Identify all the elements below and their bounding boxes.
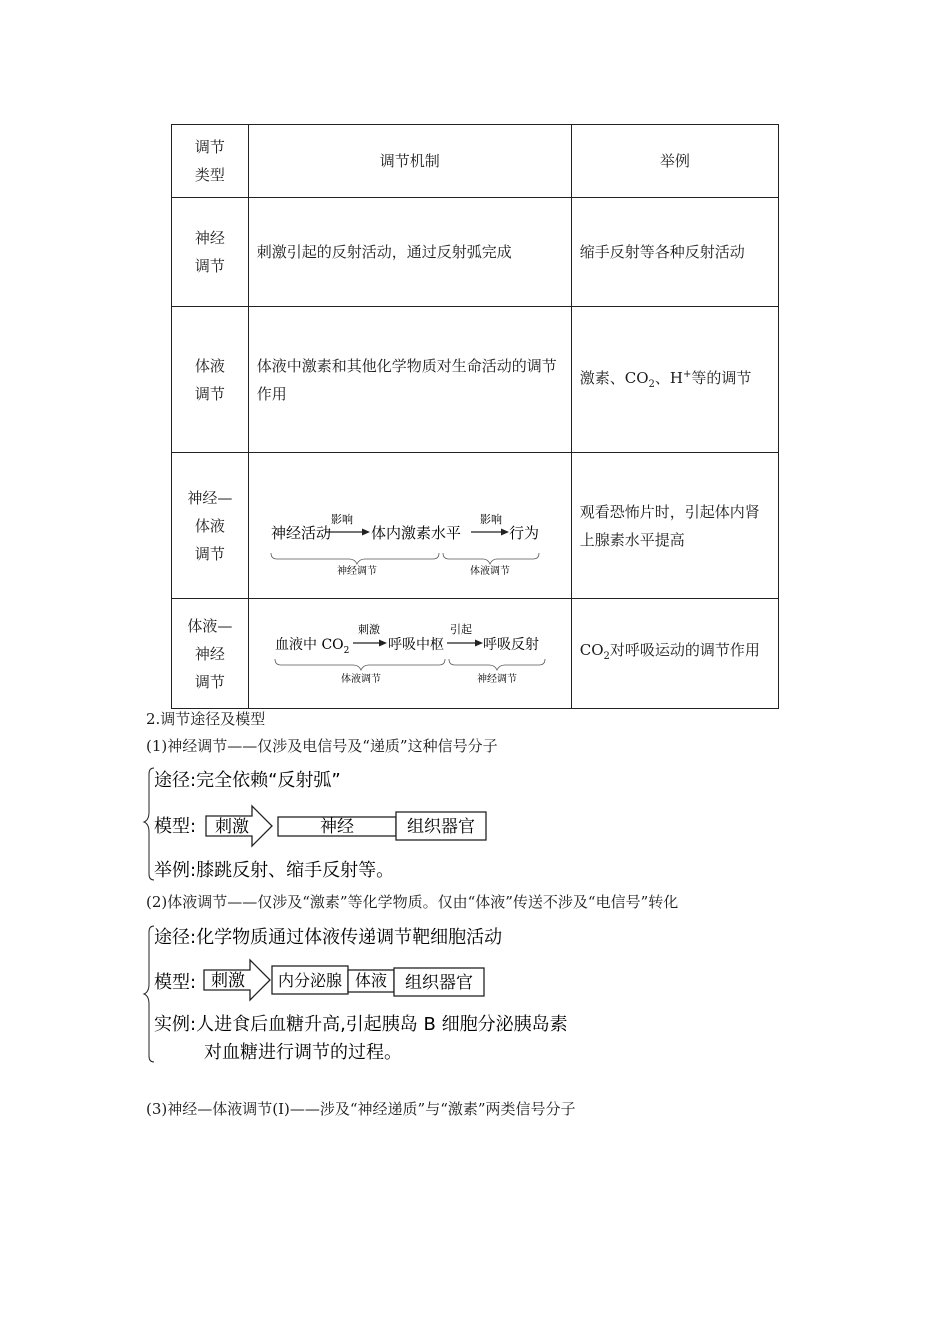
row-example: 观看恐怖片时，引起体内肾上腺素水平提高 <box>571 453 778 599</box>
brace-icon <box>144 768 154 880</box>
flow-node: 行为 <box>508 523 539 542</box>
brace-label: 神经调节 <box>336 565 377 577</box>
model-box-label: 刺激 <box>211 971 245 991</box>
flow-node: 体内激素水平 <box>370 523 461 542</box>
humoral-neuro-flow <box>257 609 557 699</box>
example-text: 实例:人进食后血糖升高,引起胰岛 B 细胞分泌胰岛素 <box>154 1014 568 1035</box>
table-row <box>172 307 779 453</box>
arrow-label: 影响 <box>330 512 353 526</box>
flow-node: 呼吸中枢 <box>387 636 444 653</box>
arrow-head-icon <box>379 639 387 646</box>
header-example: 举例 <box>571 125 778 198</box>
row-type: 体液— 神经 调节 <box>172 599 249 709</box>
brace-icon <box>275 659 445 670</box>
example-text: 对血糖进行调节的过程。 <box>204 1042 402 1063</box>
example-text: 举例:膝跳反射、缩手反射等。 <box>154 860 395 881</box>
table-row <box>172 198 779 307</box>
flow-node: 呼吸反射 <box>482 636 539 653</box>
brace-label: 体液调节 <box>469 565 510 577</box>
table-row <box>172 453 779 599</box>
row-flow-diagram <box>248 599 571 709</box>
row-type: 神经— 体液 调节 <box>172 453 249 599</box>
header-type: 调节 类型 <box>172 125 249 198</box>
row-example: 激素、$CO_2$、H+等的调节 <box>571 307 778 453</box>
model-box-label: 体液 <box>354 971 388 990</box>
brace-label: 体液调节 <box>340 673 381 685</box>
section-title: 2.调节途径及模型 <box>146 710 266 728</box>
row-type: 神经 调节 <box>172 198 249 307</box>
table-row <box>172 599 779 709</box>
arrow-head-icon <box>362 528 370 535</box>
row-mechanism: 刺激引起的反射活动，通过反射弧完成 <box>248 198 571 307</box>
model-box-label: 组织器官 <box>407 817 475 837</box>
flow-node: 血液中 $CO_2$ <box>274 636 350 656</box>
arrow-label: 刺激 <box>357 622 380 636</box>
route-text: 途径:完全依赖“反射弧” <box>154 770 341 791</box>
arrow-label: 影响 <box>479 512 502 526</box>
brace-label: 神经调节 <box>476 673 517 685</box>
arrow-head-icon <box>501 528 509 535</box>
arrow-head-icon <box>475 639 483 646</box>
brace-icon <box>449 659 545 670</box>
arrow-label: 引起 <box>449 622 472 636</box>
row-example: 缩手反射等各种反射活动 <box>571 198 778 307</box>
table-header-row <box>172 125 779 198</box>
brace-icon <box>271 553 439 564</box>
item2-heading: (2)体液调节——仅涉及“激素”等化学物质。仅由“体液”传送不涉及“电信号”转化 <box>146 893 679 911</box>
row-example: $CO_2$对呼吸运动的调节作用 <box>571 599 778 709</box>
row-type: 体液 调节 <box>172 307 249 453</box>
model-box-label: 神经 <box>320 817 354 837</box>
humoral-regulation-model <box>146 920 626 1070</box>
flow-node: 神经活动 <box>270 523 331 542</box>
regulation-table <box>171 124 779 709</box>
nerve-regulation-model <box>146 764 546 884</box>
row-mechanism: 体液中激素和其他化学物质对生命活动的调节作用 <box>248 307 571 453</box>
item1-heading: (1)神经调节——仅涉及电信号及“递质”这种信号分子 <box>146 737 498 755</box>
header-mechanism: 调节机制 <box>248 125 571 198</box>
model-box-label: 内分泌腺 <box>277 971 343 990</box>
item3-heading: (3)神经—体液调节(Ⅰ)——涉及“神经递质”与“激素”两类信号分子 <box>146 1100 576 1118</box>
brace-icon <box>144 926 154 1062</box>
neuro-humoral-flow <box>257 481 557 577</box>
model-box-label: 刺激 <box>215 817 249 837</box>
model-label: 模型: <box>154 816 197 837</box>
row-flow-diagram <box>248 453 571 599</box>
model-box-label: 组织器官 <box>405 973 473 993</box>
brace-icon <box>443 553 539 564</box>
model-label: 模型: <box>154 972 197 993</box>
route-text: 途径:化学物质通过体液传递调节靶细胞活动 <box>154 927 503 948</box>
